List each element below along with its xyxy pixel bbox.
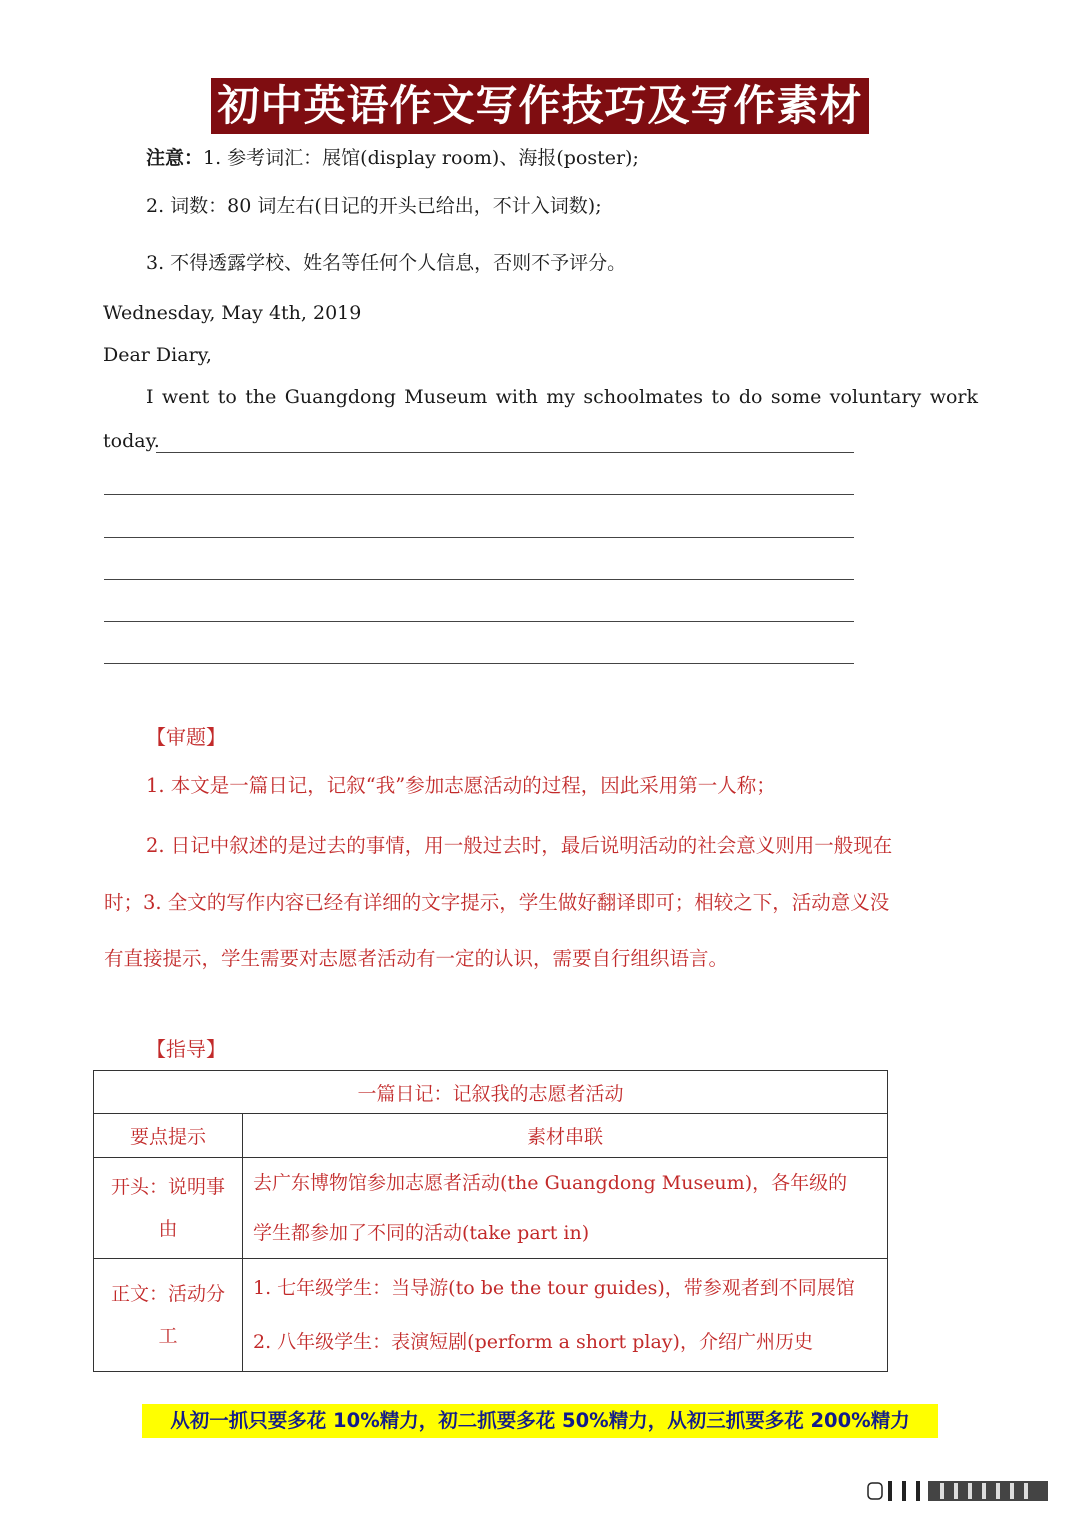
row-2-key-point: [94, 1259, 243, 1372]
row-2-materials-line-2: 2. 八年级学生：表演短剧(perform a short play)，介绍广州历史: [253, 1331, 813, 1353]
guide-heading: 【指导】: [146, 1037, 226, 1061]
row-2-materials-line-1: 1. 七年级学生：当导游(to be the tour guides)，带参观者到不同展馆: [253, 1277, 855, 1299]
diary-greeting: Dear Diary,: [103, 344, 212, 366]
watermark-logo-icon: [858, 1478, 1058, 1504]
note-line-1: [146, 145, 639, 171]
row-1-key-point-line-1: 开头：说明事: [110, 1176, 225, 1198]
diary-date: Wednesday, May 4th, 2019: [103, 302, 362, 324]
analysis-point-1: 1. 本文是一篇日记，记叙“我”参加志愿活动的过程，因此采用第一人称；: [146, 774, 776, 797]
row-1-materials: [243, 1158, 888, 1259]
writing-line: [104, 579, 854, 580]
table-title: 一篇日记：记叙我的志愿者活动: [94, 1071, 888, 1114]
row-1-materials-line-2: 学生都参加了不同的活动(take part in): [253, 1222, 590, 1244]
analysis-point-2-line-3: 有直接提示，学生需要对志愿者活动有一定的认识，需要自行组织语言。: [104, 947, 729, 970]
diary-continuation: today.: [103, 430, 160, 452]
row-2-key-point-line-2: 工: [158, 1325, 178, 1347]
writing-line: [104, 663, 854, 664]
analysis-point-2-line-1: 2. 日记中叙述的是过去的事情，用一般过去时，最后说明活动的社会意义则用一般现在: [146, 834, 893, 857]
document-title: 初中英语作文写作技巧及写作素材: [211, 78, 869, 134]
analysis-heading: 【审题】: [146, 725, 226, 749]
row-1-key-point: [94, 1158, 243, 1259]
guide-table: [93, 1070, 888, 1372]
note-item-1: 1. 参考词汇：展馆(display room)、海报(poster);: [203, 147, 639, 169]
column-header-key-points: 要点提示: [94, 1114, 243, 1158]
note-item-3: 3. 不得透露学校、姓名等任何个人信息，否则不予评分。: [146, 252, 627, 274]
row-2-key-point-line-1: 正文：活动分: [110, 1283, 225, 1305]
column-header-materials: 素材串联: [243, 1114, 888, 1158]
writing-line: [156, 452, 854, 453]
writing-line: [104, 537, 854, 538]
writing-line: [104, 494, 854, 495]
note-item-2: 2. 词数：80 词左右(日记的开头已给出，不计入词数);: [146, 195, 602, 217]
diary-opening-line: I went to the Guangdong Museum with my schoolmates to do some voluntary work: [146, 386, 978, 408]
row-1-key-point-line-2: 由: [158, 1218, 178, 1240]
table-row: [94, 1259, 888, 1372]
row-2-materials: [243, 1259, 888, 1372]
writing-line: [104, 621, 854, 622]
analysis-point-2-line-2: 时；3. 全文的写作内容已经有详细的文字提示，学生做好翻译即可；相较之下，活动意义没: [104, 891, 890, 914]
row-1-materials-line-1: 去广东博物馆参加志愿者活动(the Guangdong Museum)，各年级的: [253, 1172, 848, 1194]
highlight-banner: 从初一抓只要多花 10%精力，初二抓要多花 50%精力，从初三抓要多花 200%精力: [142, 1404, 938, 1438]
note-label: 注意：: [146, 147, 204, 169]
table-row: [94, 1158, 888, 1259]
